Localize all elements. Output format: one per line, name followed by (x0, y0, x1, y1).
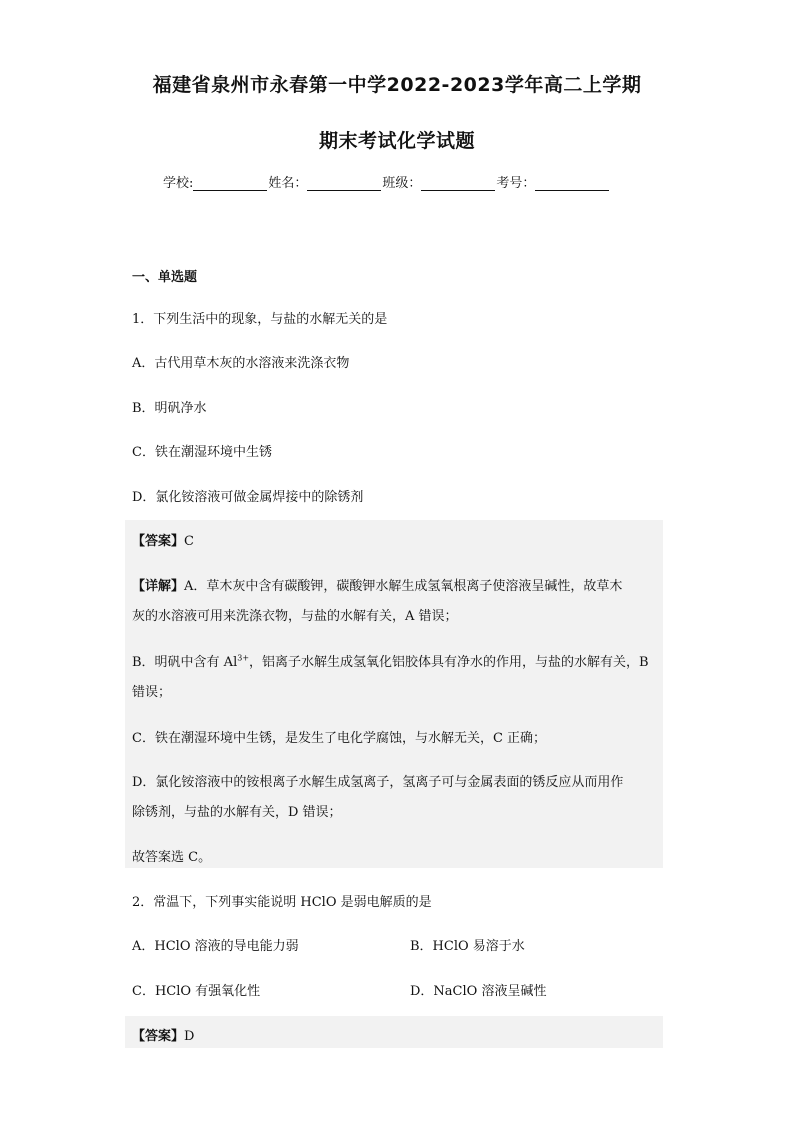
q1-detail-1a (132, 575, 622, 594)
q1-option-a: A．古代用草木灰的水溶液来洗涤衣物 (132, 356, 350, 371)
detail2-post: ，铝离子水解生成氢氧化铝胶体具有净水的作用，与盐的水解有关，B (249, 655, 649, 670)
class-label: 班级： (382, 176, 422, 191)
q2-stem: 2．常温下，下列事实能说明 HClO 是弱电解质的是 (132, 895, 432, 910)
q2-option-c: C．HClO 有强氧化性 (132, 984, 261, 999)
answer-value: C (184, 534, 194, 549)
q2-option-b: B．HClO 易溶于水 (410, 939, 525, 954)
q1-option-d: D．氯化铵溶液可做金属焊接中的除锈剂 (132, 490, 364, 505)
number-label: 考号： (496, 176, 536, 191)
q1-detail-4a: D．氯化铵溶液中的铵根离子水解生成氢离子，氢离子可与金属表面的锈反应从而用作 (132, 775, 624, 790)
detail2-sup: 3+ (237, 653, 250, 663)
student-info-row (163, 172, 610, 191)
document-title-line1: 福建省泉州市永春第一中学2022-2023学年高二上学期 (152, 74, 642, 96)
q1-conclusion: 故答案选 C。 (132, 850, 212, 865)
section-title: 一、单选题 (132, 270, 198, 285)
school-label: 学校: (163, 176, 194, 191)
q1-detail-4b: 除锈剂，与盐的水解有关，D 错误； (132, 805, 342, 820)
q2-option-a: A．HClO 溶液的导电能力弱 (132, 939, 299, 954)
school-blank[interactable] (193, 176, 267, 191)
answer-value: D (184, 1029, 195, 1044)
q1-detail-2a (132, 651, 649, 670)
class-blank[interactable] (421, 176, 495, 191)
q1-detail-1b: 灰的水溶液可用来洗涤衣物，与盐的水解有关，A 错误； (132, 609, 458, 624)
answer-label: 【答案】 (132, 1029, 185, 1044)
q1-option-b: B．明矾净水 (132, 401, 207, 416)
q1-detail-2b: 错误； (132, 685, 172, 700)
detail-text: A．草木灰中含有碳酸钾，碳酸钾水解生成氢氧根离子使溶液呈碱性，故草木 (184, 579, 623, 594)
detail-label: 【详解】 (132, 579, 185, 594)
q2-option-d: D．NaClO 溶液呈碱性 (410, 984, 547, 999)
q1-stem: 1．下列生活中的现象，与盐的水解无关的是 (132, 312, 388, 327)
name-blank[interactable] (307, 176, 381, 191)
answer-label: 【答案】 (132, 534, 185, 549)
q1-detail-3: C．铁在潮湿环境中生锈，是发生了电化学腐蚀，与水解无关，C 正确； (132, 731, 547, 746)
detail2-pre: B．明矾中含有 Al (132, 655, 238, 670)
q2-answer-block (125, 1016, 663, 1048)
name-label: 姓名： (268, 176, 308, 191)
q2-answer (132, 1025, 194, 1044)
document-title-line2: 期末考试化学试题 (318, 130, 475, 152)
q1-option-c: C．铁在潮湿环境中生锈 (132, 445, 272, 460)
q1-answer (132, 530, 194, 549)
number-blank[interactable] (535, 176, 609, 191)
